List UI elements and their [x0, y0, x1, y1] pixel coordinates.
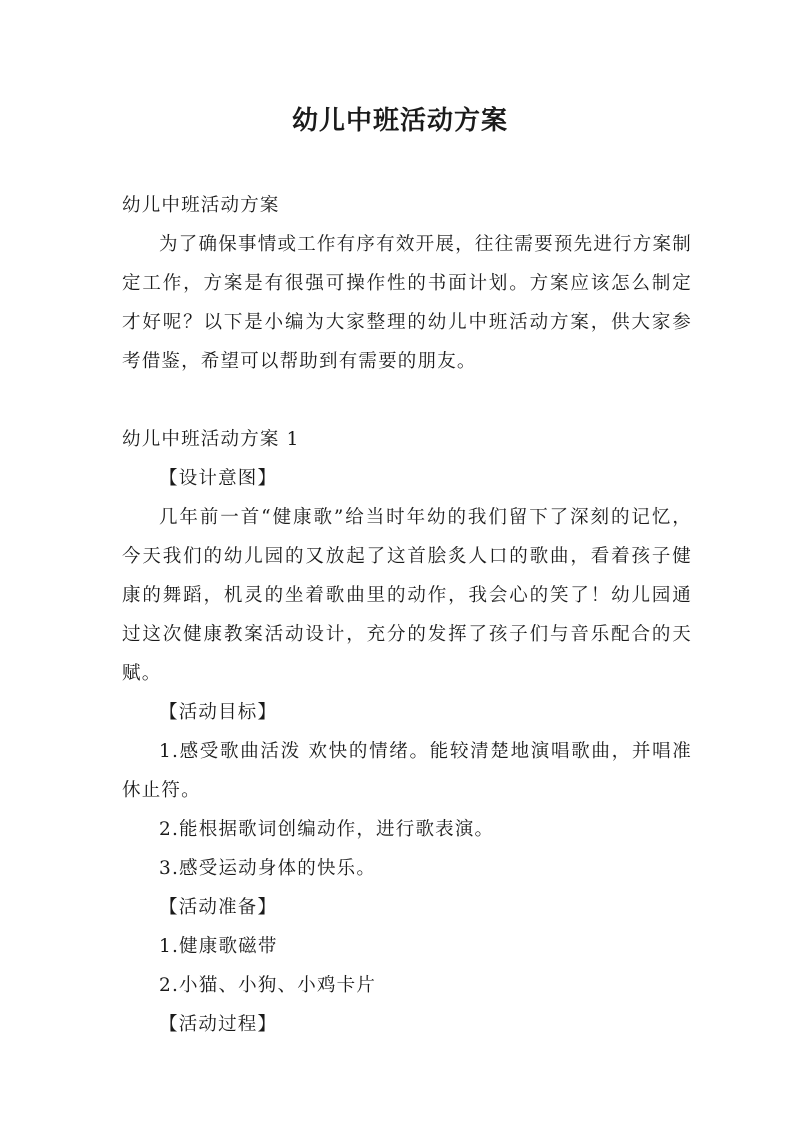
prep-heading: 【活动准备】 — [159, 897, 278, 918]
intro-paragraph: 为了确保事情或工作有序有效开展，往往需要预先进行方案制定工作，方案是有很强可操作性的书面计划。方案应该怎么制定才好呢？以下是小编为大家整理的幼儿中班活动方案，供大家参考借鉴，希望可以帮助到有需要的朋友。 — [122, 234, 692, 372]
prep-item: 2.小猫、小狗、小鸡卡片 — [159, 975, 377, 996]
design-heading: 【设计意图】 — [159, 468, 278, 489]
goal-item: 2.能根据歌词创编动作，进行歌表演。 — [159, 819, 495, 840]
process-heading: 【活动过程】 — [159, 1014, 278, 1035]
document-title: 幼儿中班活动方案 — [291, 106, 508, 136]
design-paragraph: 几年前一首“健康歌”给当时年幼的我们留下了深刻的记忆，今天我们的幼儿园的又放起了这首脍炙人口的歌曲，看着孩子健康的舞蹈，机灵的坐着歌曲里的动作，我会心的笑了！幼儿园通过这次健康教案活动设计，充分的发挥了孩子们与音乐配合的天赋。 — [122, 507, 692, 684]
document-body — [122, 186, 692, 1044]
goal-item: 1.感受歌曲活泼 欢快的情绪。能较清楚地演唱歌曲，并唱准休止符。 — [122, 741, 692, 801]
goal-item: 3.感受运动身体的快乐。 — [159, 858, 377, 879]
section-title: 幼儿中班活动方案 1 — [122, 429, 300, 450]
subtitle: 幼儿中班活动方案 — [122, 195, 280, 216]
prep-item: 1.健康歌磁带 — [159, 936, 278, 957]
spacer — [122, 381, 692, 420]
goals-heading: 【活动目标】 — [159, 702, 278, 723]
